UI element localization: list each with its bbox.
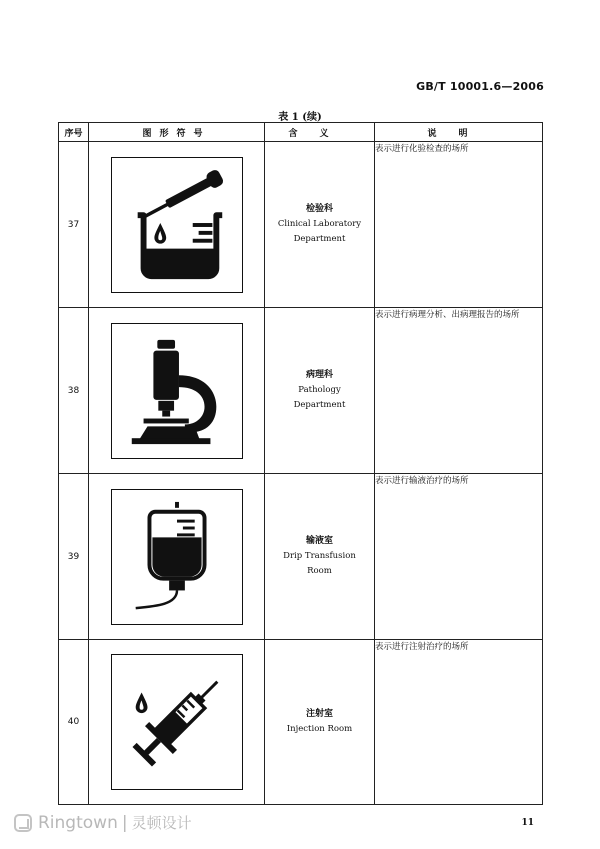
table-caption: 表 1 (续)	[278, 112, 322, 123]
description-cell: 表示进行输液治疗的场所	[375, 474, 543, 640]
laboratory-beaker-dropper-icon	[111, 157, 243, 293]
column-header-symbol: 图形符号	[89, 123, 265, 142]
meaning-cell	[265, 142, 375, 308]
description-cell: 表示进行化验检查的场所	[375, 142, 543, 308]
brand-separator: |	[121, 812, 128, 833]
meaning-chinese: 输液室	[305, 536, 333, 546]
meaning-english-line1: Clinical Laboratory	[277, 219, 362, 229]
brand-name: Ringtown	[38, 812, 118, 833]
meaning-english-line1: Drip Transfusion	[283, 551, 356, 561]
table-row	[59, 142, 543, 308]
table-row	[59, 308, 543, 474]
meaning-english-line2: Room	[307, 566, 332, 576]
column-header-meaning: 含义	[265, 123, 375, 142]
page-number: 11	[521, 818, 534, 828]
row-number: 40	[59, 640, 89, 805]
symbol-table	[58, 122, 543, 805]
row-number: 39	[59, 474, 89, 640]
description-cell: 表示进行注射治疗的场所	[375, 640, 543, 805]
symbol-cell	[89, 308, 265, 474]
column-header-no: 序号	[59, 123, 89, 142]
table-header-row	[59, 123, 543, 142]
syringe-icon	[111, 654, 243, 790]
symbol-cell	[89, 474, 265, 640]
meaning-chinese: 病理科	[305, 370, 333, 380]
brand-logo-icon	[14, 814, 32, 832]
standard-number: GB/T 10001.6—2006	[416, 80, 544, 93]
meaning-cell	[265, 308, 375, 474]
meaning-english-line2: Department	[293, 400, 346, 410]
meaning-cell	[265, 474, 375, 640]
description-cell: 表示进行病理分析、出病理报告的场所	[375, 308, 543, 474]
row-number: 38	[59, 308, 89, 474]
meaning-english-line1: Pathology	[298, 385, 341, 395]
table-row	[59, 640, 543, 805]
column-header-description: 说明	[375, 123, 543, 142]
row-number: 37	[59, 142, 89, 308]
microscope-icon	[111, 323, 243, 459]
meaning-chinese: 注射室	[305, 709, 333, 719]
brand-chinese-name: 灵顿设计	[131, 814, 192, 832]
symbol-cell	[89, 640, 265, 805]
table-row	[59, 474, 543, 640]
meaning-english-line2: Department	[293, 234, 346, 244]
brand-watermark	[14, 812, 192, 833]
meaning-english-line1: Injection Room	[286, 724, 353, 734]
symbol-cell	[89, 142, 265, 308]
meaning-chinese: 检验科	[305, 204, 333, 214]
iv-drip-bag-icon	[111, 489, 243, 625]
meaning-cell	[265, 640, 375, 805]
